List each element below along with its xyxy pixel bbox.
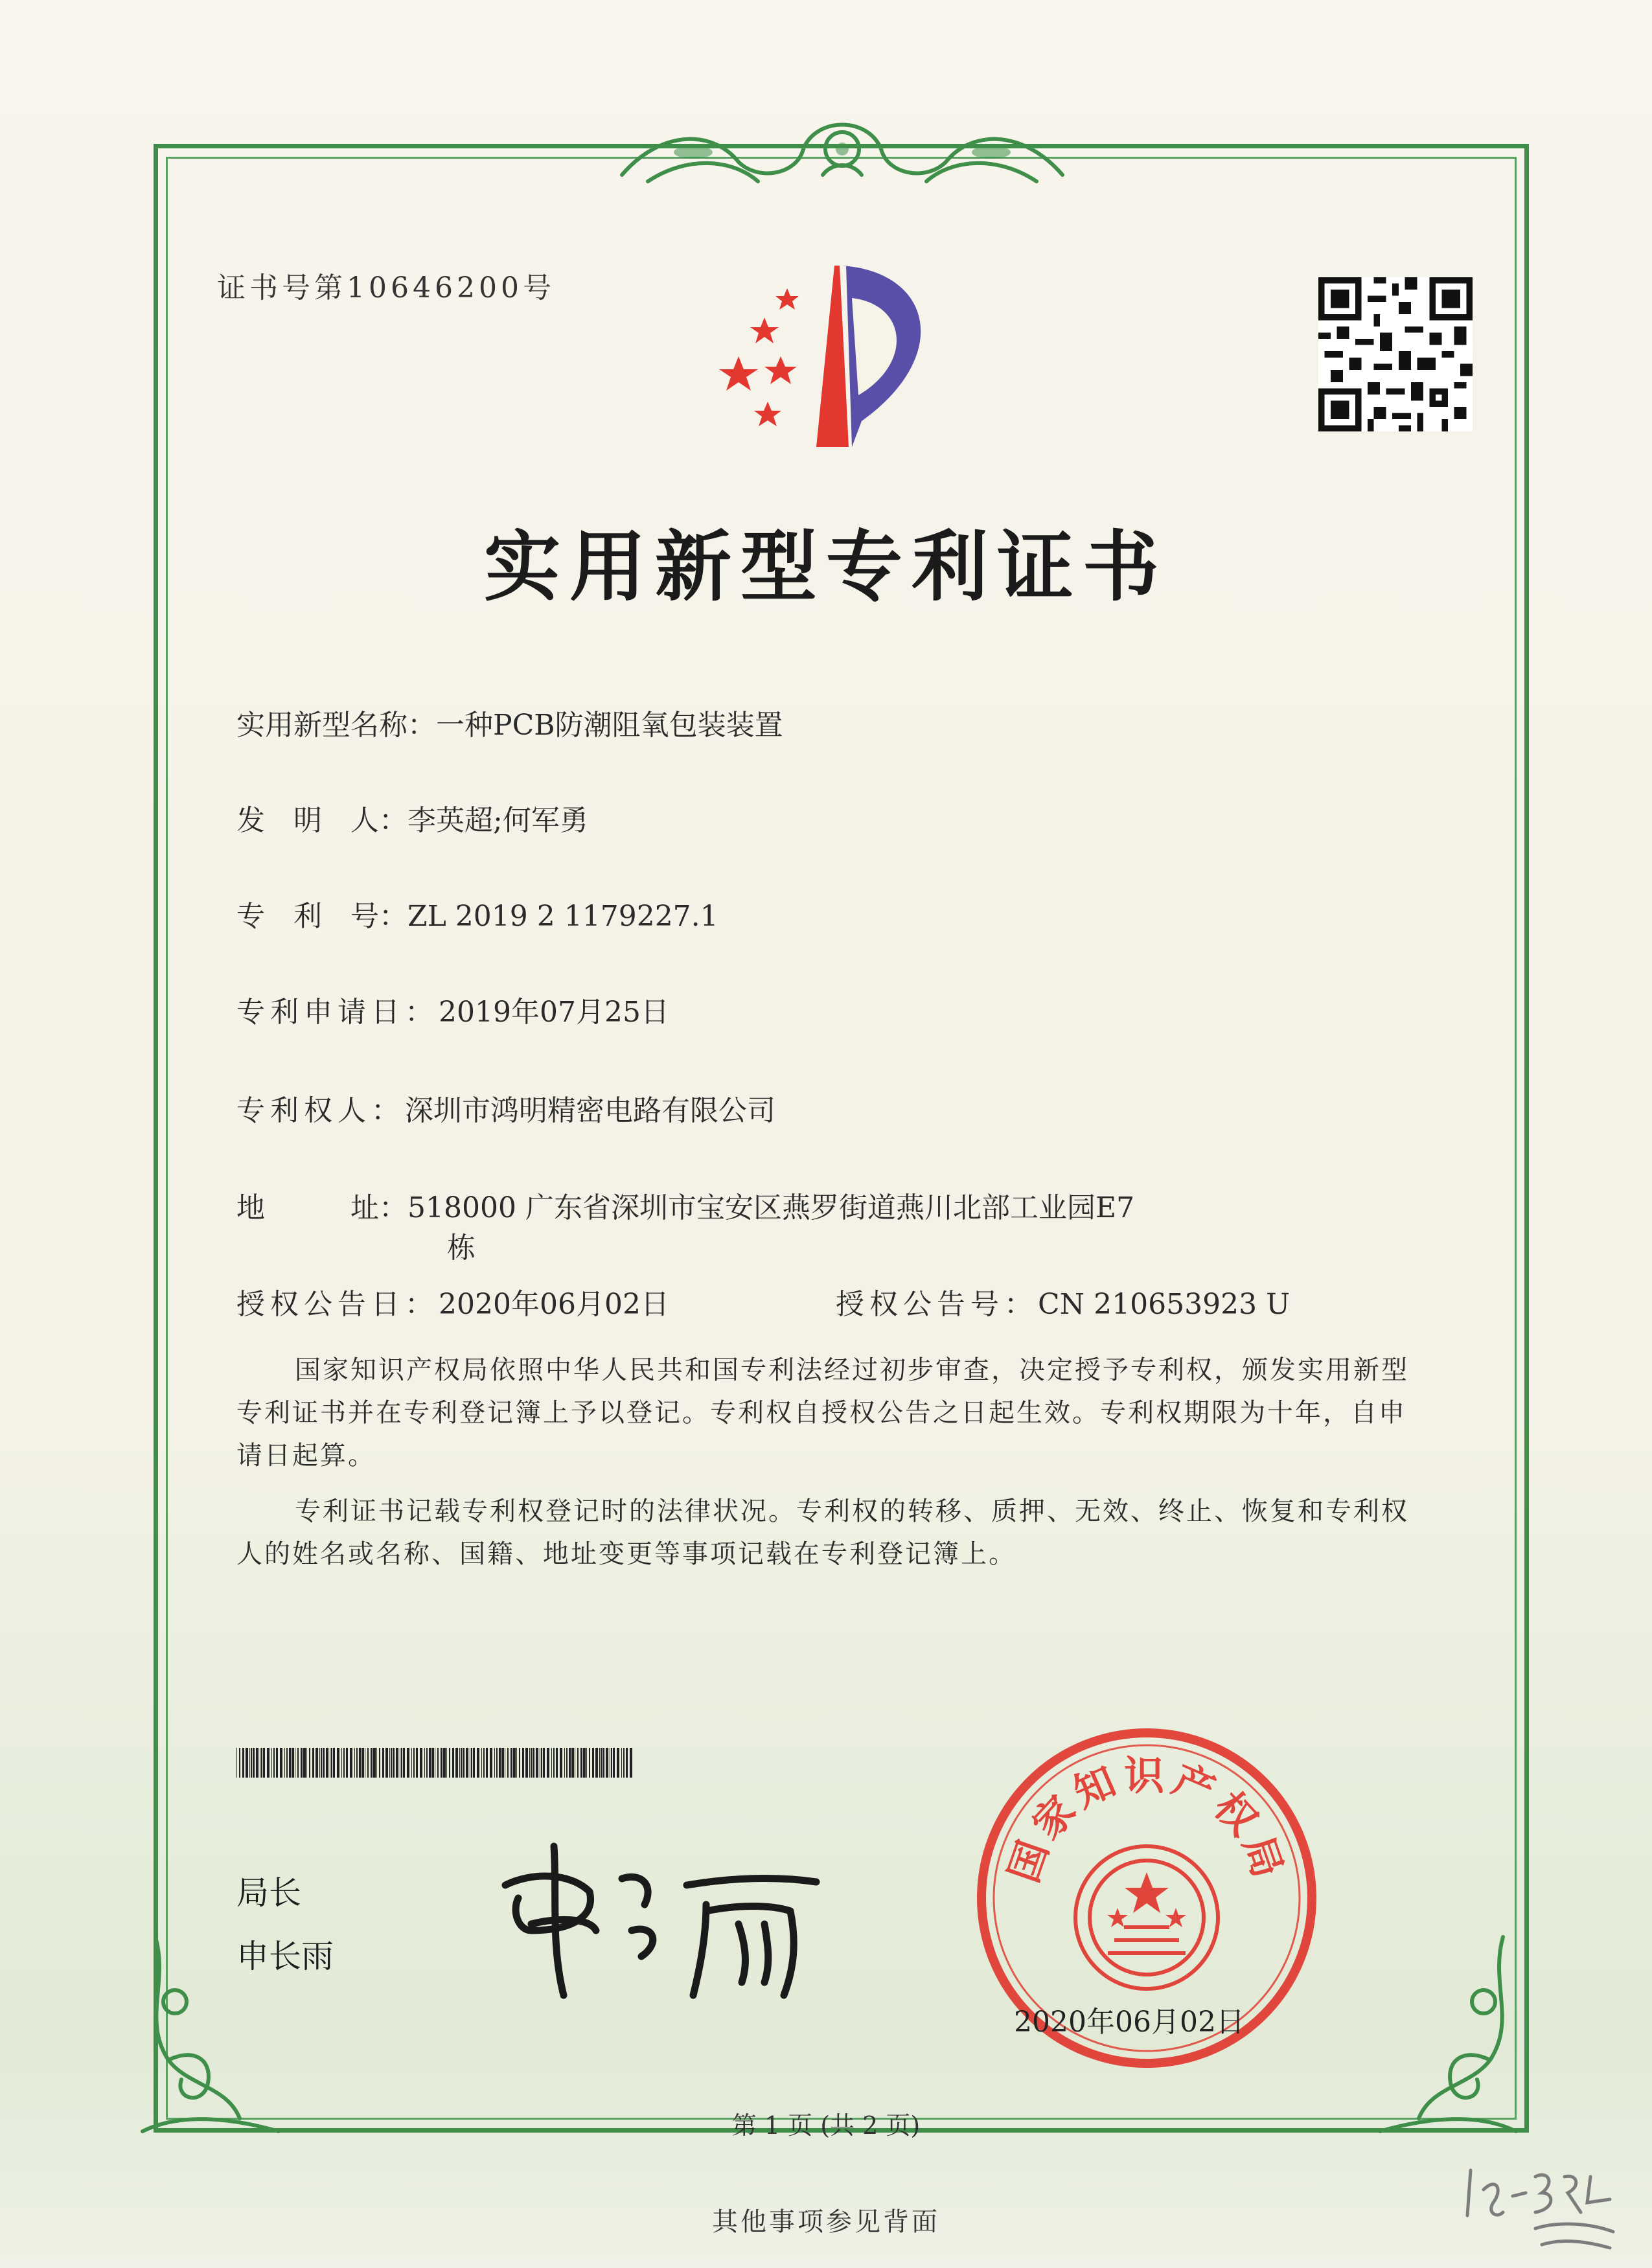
- inventor-row: [236, 797, 588, 838]
- grant-number-label: 授权公告号：: [836, 1288, 1038, 1321]
- address-value-line1: 518000 广东省深圳市宝安区燕罗街道燕川北部工业园E7: [407, 1191, 1135, 1224]
- patent-number-row: [236, 893, 718, 934]
- director-signature: [492, 1833, 829, 2008]
- top-ornament-icon: [609, 104, 1075, 201]
- body-paragraph-2: 专利证书记载专利权登记时的法律状况。专利权的转移、质押、无效、终止、恢复和专利权人的姓名或名称、国籍、地址变更等事项记载在专利登记簿上。: [236, 1496, 1409, 1569]
- filing-date-value: 2019年07月25日: [439, 996, 669, 1029]
- inventor-value: 李英超;何军勇: [407, 804, 588, 837]
- filing-date-label: 专利申请日：: [236, 996, 439, 1029]
- patent-office-logo: [719, 259, 965, 447]
- grant-date-value: 2020年06月02日: [439, 1288, 669, 1321]
- handwritten-note: [1458, 2157, 1626, 2261]
- utility-model-name-value: 一种PCB防潮阻氧包装装置: [436, 709, 783, 742]
- grant-date-row: [236, 1281, 669, 1322]
- utility-model-name-row: [236, 702, 783, 743]
- back-side-note: 其他事项参见背面: [712, 2207, 940, 2237]
- patent-number-label: 专 利 号：: [236, 900, 407, 933]
- inventor-label: 发 明 人：: [236, 804, 407, 837]
- patentee-row: [236, 1087, 775, 1128]
- barcode: [236, 1748, 635, 1778]
- address-row: [236, 1184, 1134, 1226]
- page-number: 第 1 页 (共 2 页): [731, 2111, 921, 2140]
- utility-model-name-label: 实用新型名称：: [236, 709, 436, 742]
- patent-number-value: ZL 2019 2 1179227.1: [407, 900, 718, 933]
- body-paragraph-1: 国家知识产权局依照中华人民共和国专利法经过初步审查，决定授予专利权，颁发实用新型专利证书并在专利登记簿上予以登记。专利权自授权公告之日起生效。专利权期限为十年，自申请日起算。: [236, 1355, 1409, 1471]
- filing-date-row: [236, 989, 669, 1030]
- seal-date: 2020年06月02日: [1014, 2006, 1245, 2039]
- grant-number-value: CN 210653923 U: [1038, 1288, 1291, 1321]
- grant-date-label: 授权公告日：: [236, 1288, 439, 1321]
- patentee-value: 深圳市鸿明精密电路有限公司: [405, 1094, 775, 1127]
- qr-code: [1318, 277, 1473, 431]
- director-title: 局长: [236, 1874, 301, 1912]
- director-name: 申长雨: [236, 1938, 334, 1975]
- grant-number-row: [836, 1281, 1290, 1322]
- address-label: 地 址：: [236, 1191, 407, 1224]
- address-value-line2: 栋: [447, 1231, 476, 1265]
- certificate-number: 证书号第10646200号: [217, 271, 555, 304]
- seal-text: 国家知识产权局: [1000, 1752, 1294, 1888]
- certificate-title: 实用新型专利证书: [483, 521, 1168, 612]
- national-emblem-icon: [1075, 1846, 1218, 1989]
- patentee-label: 专利权人：: [236, 1094, 405, 1127]
